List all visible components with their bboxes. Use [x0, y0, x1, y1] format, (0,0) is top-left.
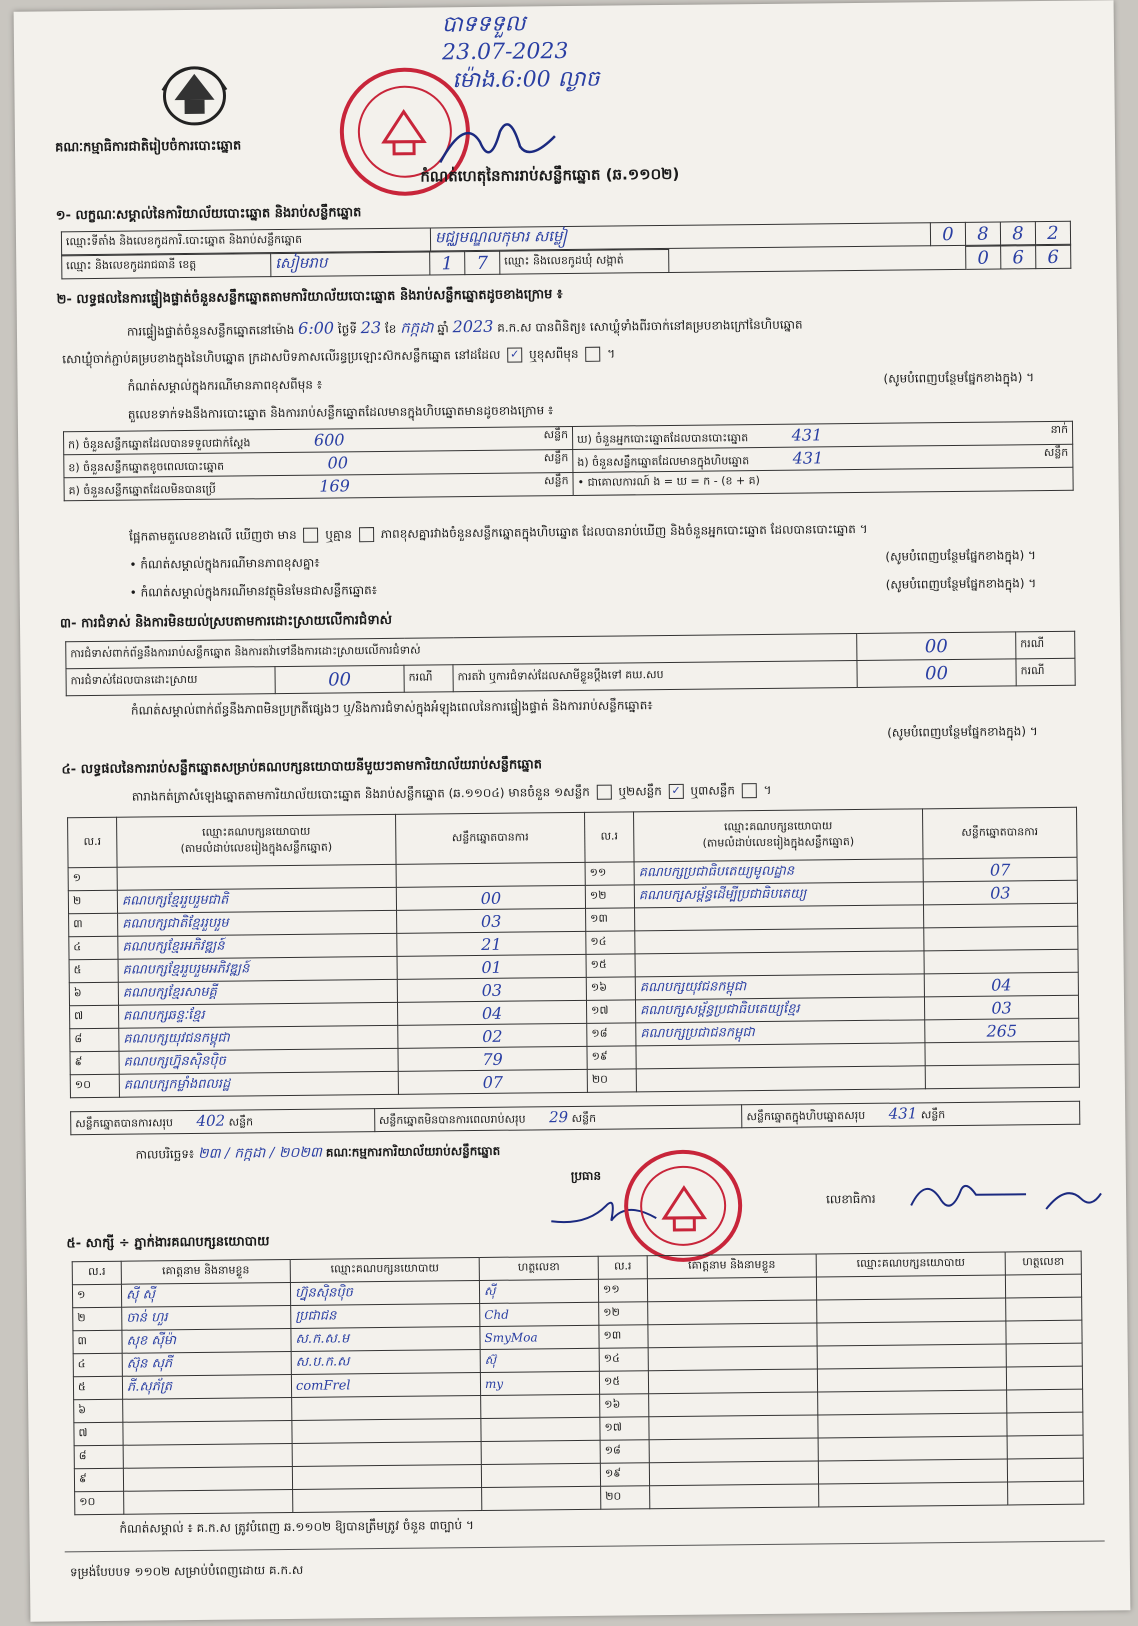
- total-in-box: 431: [888, 1104, 918, 1123]
- objection-table: ការជំទាស់ពាក់ព័ន្ធនឹងការរាប់សន្លឹកឆ្នោត និងការតវ៉ាទៅនឹងការដោះស្រាយលើការជំទាស់ 00 ករណី ការជំទាស់ដែលបានដោះស្រាយ 00 ករណី ការតវ៉ា ឬការជំទាស់ដែលសាមីខ្លួនប្ដឹងទៅ គឃ.សប 00 ករណី: [65, 631, 1076, 697]
- fill-more: (សូមបំពេញបន្ថែមផ្នែកខាងក្នុង) ។: [885, 576, 1037, 592]
- formula: • ជាគោលការណ៍ ង = ឃ = ក - (ខ + គ): [573, 467, 1073, 495]
- party-votes: 03: [924, 995, 1078, 1020]
- party-name: [635, 928, 924, 954]
- witness-table: ល.រ គោត្តនាម និងនាមខ្លួន ឈ្មោះគណបក្សនយោបាយ ហត្ថលេខា ល.រ គោត្តនាម និងនាមខ្លួន ឈ្មោះគណបក្សនយោបាយ ហត្ថលេខា ១ ស៊ី ស៊ី ហ្វ៊ុនស៊ិនប៉ិច ស៊ី ១១ ២ ចាន់ ហួរ ប្រជាជន Chd ១២ ៣ សុខ ស៊ីម៉ា ស.ក.ស.ម SmyMoa ១៣ ៤ ស៊ុន សុភី ស.ប.ក.ស ស៊ុ ១៤ ៥ ភី.សុភ័ត្រ comFrel my ១៥ ៦ ១៦ ៧ ១៧ ៨ ១៨ ៩ ១៩ ១០ ២០: [72, 1251, 1085, 1516]
- location-label: ឈ្មោះទីតាំង និងលេខកូដការិ.បោះឆ្នោត និងរាប់សន្លឹកឆ្នោត: [61, 228, 430, 255]
- row-number: ១៥: [586, 954, 635, 978]
- document-title: កំណត់ហេតុនៃការរាប់សន្លឹកឆ្នោត (ឆ.១១០២): [420, 164, 680, 186]
- changed-checkbox[interactable]: [585, 347, 600, 362]
- fill-more: (សូមបំពេញបន្ថែមផ្នែកខាងក្នុង) ។: [887, 724, 1038, 740]
- station-code-digit: 2: [1035, 221, 1070, 244]
- no-difference-checkbox[interactable]: [359, 527, 374, 542]
- fill-more: (សូមបំពេញបន្ថែមផ្នែកខាងក្នុង) ។: [885, 548, 1037, 564]
- row-number: ១២: [585, 885, 634, 909]
- objection-value: 00: [857, 632, 1016, 661]
- has-difference-checkbox[interactable]: [303, 528, 318, 543]
- witness-name: ភី.សុភ័ត្រ: [122, 1374, 291, 1399]
- chair-label: ប្រធាន: [570, 1168, 602, 1184]
- one-sheet-checkbox[interactable]: [597, 785, 612, 800]
- witness-name: ស៊ី ស៊ី: [121, 1282, 290, 1307]
- party-votes: 21: [397, 931, 586, 956]
- witness-name: [124, 1489, 293, 1514]
- commune-code-digit: 6: [1036, 245, 1071, 268]
- party-votes: [396, 862, 585, 887]
- row-number: ១២: [599, 1302, 648, 1326]
- unchanged-checkbox[interactable]: ✓: [507, 347, 522, 362]
- witness-signature: [482, 1486, 601, 1510]
- appeal-value: 00: [857, 659, 1016, 688]
- party-name: [635, 951, 924, 977]
- witness-party: [292, 1395, 481, 1420]
- unused-value: 169: [319, 475, 350, 496]
- row-number: ១៦: [600, 1394, 649, 1418]
- witness-signature: ស៊ី: [479, 1279, 598, 1303]
- province-label: ឈ្មោះ និងលេខកូដរាជធានី ខេត្ត: [62, 254, 271, 279]
- party-name: គណបក្សជាតិខ្មែររួបរួម: [118, 910, 397, 936]
- station-code-digit: 8: [1000, 222, 1035, 245]
- nec-emblem-icon: [154, 59, 235, 128]
- witness-party: ហ្វ៊ុនស៊ិនប៉ិច: [290, 1280, 479, 1305]
- section2-heading: ២- លទ្ធផលនៃការផ្ទៀងផ្ទាត់ចំនួនសន្លឹកឆ្នោតតាមការិយាល័យបោះឆ្នោត និងរាប់សន្លឹកឆ្នោតដូចខាងក្រោម ៖: [56, 287, 563, 308]
- party-votes: 03: [397, 977, 586, 1002]
- commission-name: គណៈកម្មាធិការជាតិរៀបចំការបោះឆ្នោត: [54, 138, 242, 156]
- total-valid: 402: [196, 1111, 226, 1130]
- row-number: ៣: [69, 913, 118, 937]
- row-number: ១០: [70, 1074, 119, 1098]
- witness-name: [123, 1466, 292, 1491]
- row-number: ១៣: [586, 908, 635, 932]
- box-value: 431: [792, 447, 824, 468]
- spoiled-value: 00: [327, 452, 349, 473]
- row-number: ៤: [73, 1353, 122, 1377]
- note-foreign: • កំណត់សម្គាល់ក្នុងករណីមានវត្ថុមិនមែនជាសន្លឹកឆ្នោត៖: [129, 583, 378, 600]
- row-number: ១១: [585, 862, 634, 886]
- witness-signature: Chd: [480, 1302, 599, 1326]
- spoiled-label: ខ) ចំនួនសន្លឹកឆ្នោតខូចពេលបោះឆ្នោត: [68, 459, 225, 474]
- witness-signature: [481, 1417, 600, 1441]
- verify-time: 6:00: [298, 318, 335, 338]
- witness-name: [123, 1443, 292, 1468]
- party-name: គណបក្សខ្មែររួបរួមអភិវឌ្ឍន៍: [118, 956, 397, 982]
- party-votes: 07: [398, 1069, 587, 1094]
- row-number: ១៧: [600, 1417, 649, 1441]
- witness-name: [123, 1397, 292, 1422]
- province-code-digit: 1: [430, 252, 465, 275]
- row-number: ១៩: [600, 1463, 649, 1487]
- party-name: គណបក្សខ្មែរអភិវឌ្ឍន៍: [118, 933, 397, 959]
- row-number: ១៥: [599, 1371, 648, 1395]
- party-votes: [924, 926, 1078, 951]
- objection-label: ការជំទាស់ពាក់ព័ន្ធនឹងការរាប់សន្លឹកឆ្នោត និងការតវ៉ាទៅនឹងការដោះស្រាយលើការជំទាស់: [66, 634, 857, 669]
- note-diff-line: កំណត់សម្គាល់ក្នុងករណីមានភាពខុសពីមុន ៖: [127, 377, 323, 394]
- row-number: ៧: [70, 1005, 119, 1029]
- party-name: គណបក្សប្រជាធិបតេយ្យមូលដ្ឋាន: [634, 859, 923, 885]
- witness-signature: ស៊ុ: [480, 1348, 599, 1372]
- party-name: គណបក្សខ្មែរសាមគ្គី: [118, 979, 397, 1005]
- row-number: ១៤: [586, 931, 635, 955]
- note-gap: • កំណត់សម្គាល់ក្នុងករណីមានភាពខុសគ្នា៖: [129, 555, 320, 572]
- secretary-signature: [906, 1168, 1107, 1220]
- annotation-line-2: 23.07-2023: [441, 38, 569, 66]
- row-number: ២០: [587, 1069, 636, 1093]
- party-votes: 01: [397, 954, 586, 979]
- witness-party: ស.ក.ស.ម: [291, 1326, 480, 1351]
- row-number: ៨: [74, 1445, 123, 1469]
- witness-name: [123, 1420, 292, 1445]
- party-votes: 07: [923, 857, 1077, 882]
- party-votes: 02: [398, 1023, 587, 1048]
- witness-party: [293, 1487, 482, 1512]
- party-name: [636, 1043, 925, 1069]
- box-label: ង) ចំនួនសន្លឹកឆ្នោតដែលមានក្នុងហិបឆ្នោត: [577, 453, 750, 469]
- row-number: ១៤: [599, 1348, 648, 1372]
- row-number: ២: [73, 1307, 122, 1331]
- party-name: [117, 864, 396, 890]
- row-number: ៨: [70, 1028, 119, 1052]
- party-votes: 79: [398, 1046, 587, 1071]
- compare-line: ផ្អែកតាមតួលេខខាងលើ ឃើញថា មាន ឬគ្មាន ភាពខុសគ្នារវាងចំនួនសន្លឹកឆ្នោតក្នុងហិបឆ្នោត ដែលបានរាប់ឃើញ និងចំនួនអ្នកបោះឆ្នោត ដែលបានបោះឆ្នោត ។: [129, 521, 868, 544]
- party-name: គណបក្សប្រជាជនកម្ពុជា: [636, 1020, 925, 1046]
- date-line: កាលបរិច្ឆេទ៖ ២៣ / កក្កដា / ២០២៣ គណៈកម្មការការិយាល័យរាប់សន្លឹកឆ្នោត: [135, 1143, 501, 1162]
- official-stamp-bottom: [624, 1149, 743, 1262]
- three-sheet-checkbox[interactable]: [742, 783, 757, 798]
- witness-party: comFrel: [291, 1372, 480, 1397]
- party-votes: 04: [924, 972, 1078, 997]
- party-name: គណបក្សយុវជនកម្ពុជា: [119, 1025, 398, 1051]
- witness-signature: [481, 1463, 600, 1487]
- section4-heading: ៤- លទ្ធផលនៃការរាប់សន្លឹកឆ្នោតសម្រាប់គណបក្សនយោបាយនីមួយៗតាមការិយាល័យរាប់សន្លឹកឆ្នោត: [61, 757, 543, 778]
- row-number: ១៧: [586, 1000, 635, 1024]
- party-name: គណបក្សសម្ព័ន្ធដើម្បីប្រជាធិបតេយ្យ: [634, 882, 923, 908]
- form-label: ទម្រង់បែបបទ ១១០២ សម្រាប់បំពេញដោយ គ.ក.ស: [69, 1562, 304, 1580]
- row-number: ១១: [598, 1279, 647, 1303]
- secretary-label: លេខាធិការ: [826, 1191, 876, 1207]
- station-code-digit: 8: [965, 222, 1000, 245]
- total-invalid: 29: [548, 1108, 569, 1127]
- commune-code-digit: 6: [1001, 246, 1036, 269]
- witness-signature: my: [480, 1371, 599, 1395]
- row-number: ២០: [601, 1486, 650, 1510]
- party-votes: [924, 903, 1078, 928]
- province-value: សៀមរាប: [271, 252, 430, 277]
- row-number: ១៨: [600, 1440, 649, 1464]
- witness-signature: SmyMoa: [480, 1325, 599, 1349]
- voters-value: 431: [791, 424, 823, 445]
- section3-heading: ៣- ការជំទាស់ និងការមិនយល់ស្របតាមការដោះស្រាយលើការជំទាស់: [59, 612, 393, 632]
- signing-date: ២៣ / កក្កដា / ២០២៣: [197, 1144, 323, 1162]
- row-number: ៥: [69, 959, 118, 983]
- row-number: ១: [72, 1284, 121, 1308]
- party-votes: [925, 1064, 1079, 1089]
- received-value: 600: [313, 429, 345, 450]
- witness-name: ចាន់ ហួរ: [122, 1305, 291, 1330]
- footer-note: កំណត់សម្គាល់ ៖ គ.ក.ស ត្រូវបំពេញ ឆ.១១០២ ឱ្យបានត្រឹមត្រូវ ចំនួន ៣ច្បាប់ ។: [119, 1518, 474, 1536]
- row-number: ៩: [74, 1468, 123, 1492]
- commune-label: ឈ្មោះ និងលេខកូដឃុំ សង្កាត់: [500, 249, 669, 274]
- row-number: ១: [68, 867, 117, 891]
- signature-top: [435, 111, 566, 172]
- party-votes: [924, 949, 1078, 974]
- party-name: គណបក្សយុវជនកម្ពុជា: [635, 974, 924, 1000]
- party-votes: 03: [923, 880, 1077, 905]
- verify-month: កក្កដា: [400, 318, 434, 337]
- row-number: ១៣: [599, 1325, 648, 1349]
- party-votes: 04: [397, 1000, 586, 1025]
- province-code-digit: 7: [465, 251, 500, 274]
- received-label: ក) ចំនួនសន្លឹកឆ្នោតដែលបានទទួលជាក់ស្ដែង: [68, 435, 251, 451]
- totals-table: សន្លឹកឆ្នោតបានការសរុប 402 សន្លឹក សន្លឹកឆ្នោតមិនបានការពេលរាប់សរុប 29 សន្លឹក សន្លឹកឆ្នោតក្នុងហិបឆ្នោតសរុប 431 សន្លឹក: [70, 1101, 1080, 1136]
- party-name: គណបក្សហ្វ៊ុនស៊ិនប៉ិច: [119, 1048, 398, 1074]
- row-number: ១៨: [587, 1023, 636, 1047]
- verify-line-1: ការផ្ទៀងផ្ទាត់ចំនួនសន្លឹកឆ្នោតនៅម៉ោង 6:00 ថ្ងៃទី 23 ខែ កក្កដា ឆ្នាំ 2023 គ.ក.ស បានពិនិត្យ៖ សោឃ្លុំទាំងពីរចាក់នៅគម្របខាងក្រៅនៃហិបឆ្នោត: [126, 316, 803, 339]
- location-value: មជ្ឈមណ្ឌលកុមារ សម្លៀ: [430, 223, 930, 251]
- commune-code-digit: 0: [966, 246, 1001, 269]
- document-sheet: [14, 0, 1131, 1621]
- witness-name: សុខ ស៊ីម៉ា: [122, 1328, 291, 1353]
- verify-year: 2023: [452, 316, 494, 337]
- unused-label: គ) ចំនួនសន្លឹកឆ្នោតដែលមិនបានប្រើ: [68, 482, 216, 497]
- annotation-line-3: ម៉ោង.6:00 ល្ងាច: [452, 66, 600, 94]
- party-votes: [925, 1041, 1079, 1066]
- two-sheet-checkbox[interactable]: ✓: [669, 784, 684, 799]
- party-name: [635, 905, 924, 931]
- row-number: ១០: [75, 1491, 124, 1515]
- section5-heading: ៥- សាក្សី ÷ ភ្នាក់ងារគណបក្សនយោបាយ: [66, 1234, 270, 1252]
- table-intro: តួលេខទាក់ទងនឹងការបោះឆ្នោត និងការរាប់សន្លឹកឆ្នោតដែលមានក្នុងហិបឆ្នោតមានដូចខាងក្រោម ៖: [127, 403, 554, 422]
- witness-party: ប្រជាជន: [291, 1303, 480, 1328]
- sheet-count-line: តារាងកត់ត្រាសំឡេងឆ្នោតតាមការិយាល័យបោះឆ្នោត និងរាប់សន្លឹកឆ្នោត (ឆ.១១០៤) មានចំនួន ១សន្លឹក ឬ២សន្លឹក ✓ ឬ៣សន្លឹក ។: [131, 782, 772, 804]
- party-name: គណបក្សខ្មែររួបរួមជាតិ: [117, 887, 396, 913]
- station-code-digit: 0: [930, 222, 965, 245]
- row-number: ៦: [69, 982, 118, 1006]
- verify-line-2: សោឃ្លុំចាក់ភ្ជាប់គម្របខាងក្នុងនៃហិបឆ្នោត ក្រដាសបិទភាសលើរន្ធប្រឡោះស៊កសន្លឹកឆ្នោត នៅដដែល ✓ ឬខុសពីមុន ។: [62, 346, 616, 367]
- fill-more: (សូមបំពេញបន្ថែមផ្នែកខាងក្នុង) ។: [883, 370, 1035, 386]
- party-votes: 03: [397, 908, 586, 933]
- row-number: ៩: [70, 1051, 119, 1075]
- count-table: ក) ចំនួនសន្លឹកឆ្នោតដែលបានទទួលជាក់ស្ដែង 600 សន្លឹក ឃ) ចំនួនអ្នកបោះឆ្នោតដែលបានបោះឆ្នោត 431 នាក់ ខ) ចំនួនសន្លឹកឆ្នោតខូចពេលបោះឆ្នោត 00 សន្លឹក ង) ចំនួនសន្លឹកឆ្នោតដែលមានក្នុងហិបឆ្នោត 431 សន្លឹក គ) ចំនួនសន្លឹកឆ្នោតដែលមិនបានប្រើ 169 សន្លឹក • ជាគោលការណ៍ ង = ឃ = ក - (ខ + គ): [63, 421, 1074, 502]
- party-votes: 00: [396, 885, 585, 910]
- section1-heading: ១- លក្ខណៈសម្គាល់នៃការិយាល័យបោះឆ្នោត និងរាប់សន្លឹកឆ្នោត: [55, 205, 362, 224]
- row-number: ៥: [73, 1376, 122, 1400]
- witness-party: [292, 1441, 481, 1466]
- irregularity-note: កំណត់សម្គាល់ពាក់ព័ន្ធនឹងភាពមិនប្រក្រតីផ្សេងៗ ឬ/និងការជំទាស់ក្នុងអំឡុងពេលនៃការផ្ទៀងផ្ទាត់ និងការរាប់សន្លឹកឆ្នោត៖: [130, 698, 653, 718]
- party-name: គណបក្សកម្លាំងពលរដ្ឋ: [119, 1071, 398, 1097]
- row-number: ៤: [69, 936, 118, 960]
- party-name: [636, 1066, 925, 1092]
- resolved-label: ការជំទាស់ដែលបានដោះស្រាយ: [66, 667, 275, 696]
- witness-party: ស.ប.ក.ស: [291, 1349, 480, 1374]
- row-number: ៦: [74, 1399, 123, 1423]
- witness-party: [292, 1464, 481, 1489]
- voters-label: ឃ) ចំនួនអ្នកបោះឆ្នោតដែលបានបោះឆ្នោត: [577, 430, 749, 446]
- witness-name: ស៊ុន សុភី: [122, 1351, 291, 1376]
- annotation-line-1: បាទទទួល: [441, 11, 526, 38]
- row-number: ៧: [74, 1422, 123, 1446]
- receipt-annotation: [442, 10, 600, 96]
- witness-signature: [481, 1394, 600, 1418]
- resolved-value: 00: [275, 665, 404, 693]
- witness-signature: [481, 1440, 600, 1464]
- party-name: គណបក្សសម្ព័ន្ធប្រជាធិបតេយ្យខ្មែរ: [635, 997, 924, 1023]
- party-name: គណបក្សឆន្ទៈខ្មែរ: [119, 1002, 398, 1028]
- appeal-label: ការតវ៉ា ឬការជំទាស់ដែលសាមីខ្លួនប្ដឹងទៅ គឃ.សប: [453, 661, 857, 692]
- row-number: ៣: [73, 1330, 122, 1354]
- party-votes: 265: [925, 1018, 1079, 1043]
- witness-party: [292, 1418, 481, 1443]
- row-number: ២: [68, 890, 117, 914]
- row-number: ១៩: [587, 1046, 636, 1070]
- party-results-table: ល.រ ឈ្មោះគណបក្សនយោបាយ (តាមលំដាប់លេខរៀងក្នុងសន្លឹកឆ្នោត) សន្លឹកឆ្នោតបានការ ល.រ ឈ្មោះគណបក្សនយោបាយ (តាមលំដាប់លេខរៀងក្នុងសន្លឹកឆ្នោត) សន្លឹកឆ្នោតបានការ ១ ១១ គណបក្សប្រជាធិបតេយ្យមូលដ្ឋាន 07 ២ គណបក្សខ្មែររួបរួមជាតិ 00 ១២ គណបក្សសម្ព័ន្ធដើម្បីប្រជាធិបតេយ្យ 03 ៣ គណបក្សជាតិខ្មែររួបរួម 03 ១៣ ៤ គណបក្សខ្មែរអភិវឌ្ឍន៍ 21 ១៤ ៥ គណបក្សខ្មែររួបរួមអភិវឌ្ឍន៍ 01 ១៥ ៦ គណបក្សខ្មែរសាមគ្គី 03 ១៦ គណបក្សយុវជនកម្ពុជា 04 ៧ គណបក្សឆន្ទៈខ្មែរ 04 ១៧ គណបក្សសម្ព័ន្ធប្រជាធិបតេយ្យខ្មែរ 03 ៨ គណបក្សយុវជនកម្ពុជា 02 ១៨ គណបក្សប្រជាជនកម្ពុជា 265 ៩ គណបក្សហ្វ៊ុនស៊ិនប៉ិច 79 ១៩ ១០ គណបក្សកម្លាំងពលរដ្ឋ 07 ២០: [67, 807, 1080, 1099]
- row-number: ១៦: [586, 977, 635, 1001]
- verify-day: 23: [360, 317, 382, 338]
